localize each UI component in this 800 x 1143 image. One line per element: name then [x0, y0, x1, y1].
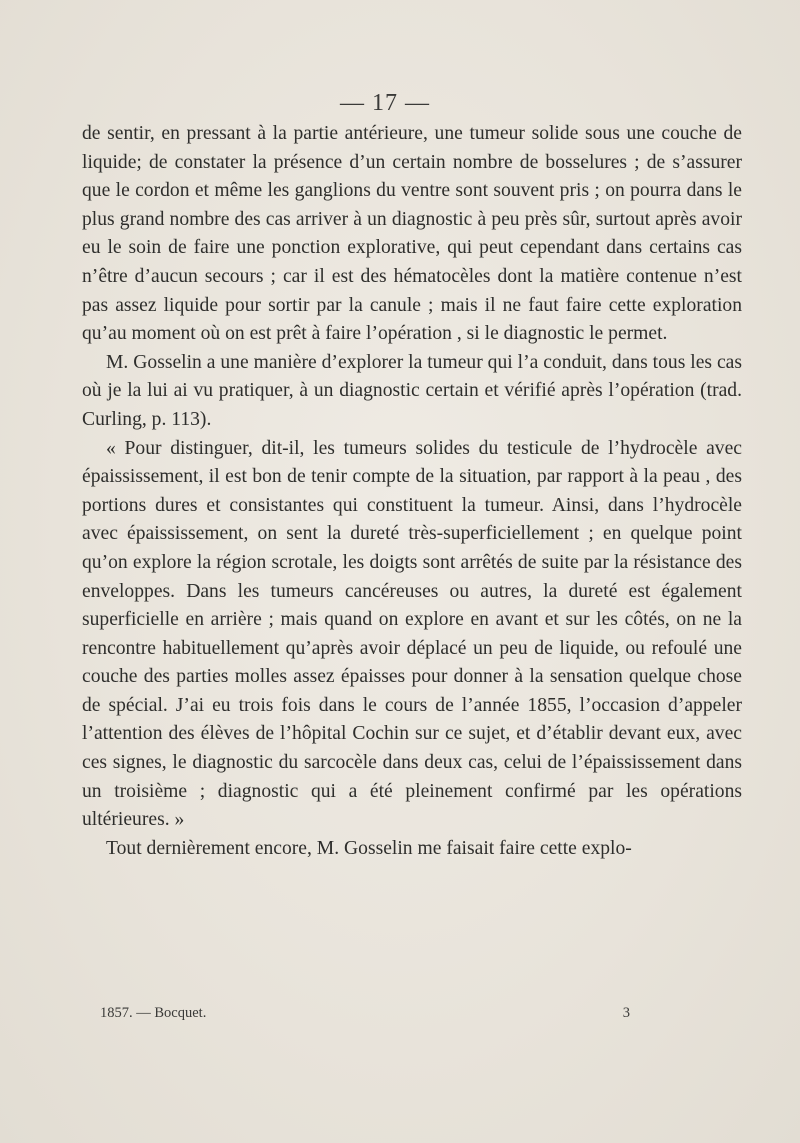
signature-footer	[100, 1005, 630, 1022]
paragraph-4: Tout dernièrement encore, M. Gosselin me faisait faire cette explo-	[106, 837, 632, 859]
paragraph-2: M. Gosselin a une manière d’explorer la tumeur qui l’a conduit, dans tous les cas où je la lui ai vu pratiquer, à un diagnostic certain et vérifié après l’opération (trad. Curling, p. 113).	[82, 351, 742, 430]
paragraph-3: « Pour distinguer, dit-il, les tumeurs solides du testicule de l’hydrocèle avec épaississement, il est bon de tenir compte de la situation, par rapport à la peau , des portions dures et consistantes qui constituent la tumeur. Ainsi, dans l’hydrocèle avec épaississement, on sent la dureté très-superficiellement ; en quelque point qu’on explore la région scrotale, les doigts sont arrêtés de suite par la résistance des enveloppes. Dans les tumeurs cancéreuses ou autres, la dureté est également superficielle en arrière ; mais quand on explore en avant et sur les côtés, on ne la rencontre habituellement qu’après avoir déplacé un peu de liquide, ou refoulé une couche des parties molles assez épaisses pour donner à la sensation quelque chose de spécial. J’ai eu trois fois dans le cours de l’année 1855, l’occasion d’appeler l’attention des élèves de l’hôpital Cochin sur ce sujet, et d’établir devant eux, avec ces signes, le diagnostic du sarcocèle dans deux cas, celui de l’épaississement dans un troisième ; diagnostic qui a été pleinement confirmé par les opérations ultérieures. »	[82, 437, 742, 831]
body-text	[82, 120, 742, 863]
signature-number: 3	[622, 1005, 630, 1021]
signature-mark: 1857. — Bocquet.	[100, 1005, 207, 1021]
page-number: — 17 —	[340, 90, 430, 116]
paragraph-1: de sentir, en pressant à la partie antérieure, une tumeur solide sous une couche de liquide; de constater la présence d’un certain nombre de bosselures ; de s’assurer que le cordon et même les ganglions du ventre sont souvent pris ; on pourra dans le plus grand nombre des cas arriver à un diagnostic à peu près sûr, surtout après avoir eu le soin de faire une ponction explorative, qui peut cependant dans certains cas n’être d’aucun secours ; car il est des hématocèles dont la matière contenue n’est pas assez liquide pour sortir par la canule ; mais il ne faut faire cette exploration qu’au moment où on est prêt à faire l’opération , si le diagnostic le permet.	[82, 123, 742, 345]
